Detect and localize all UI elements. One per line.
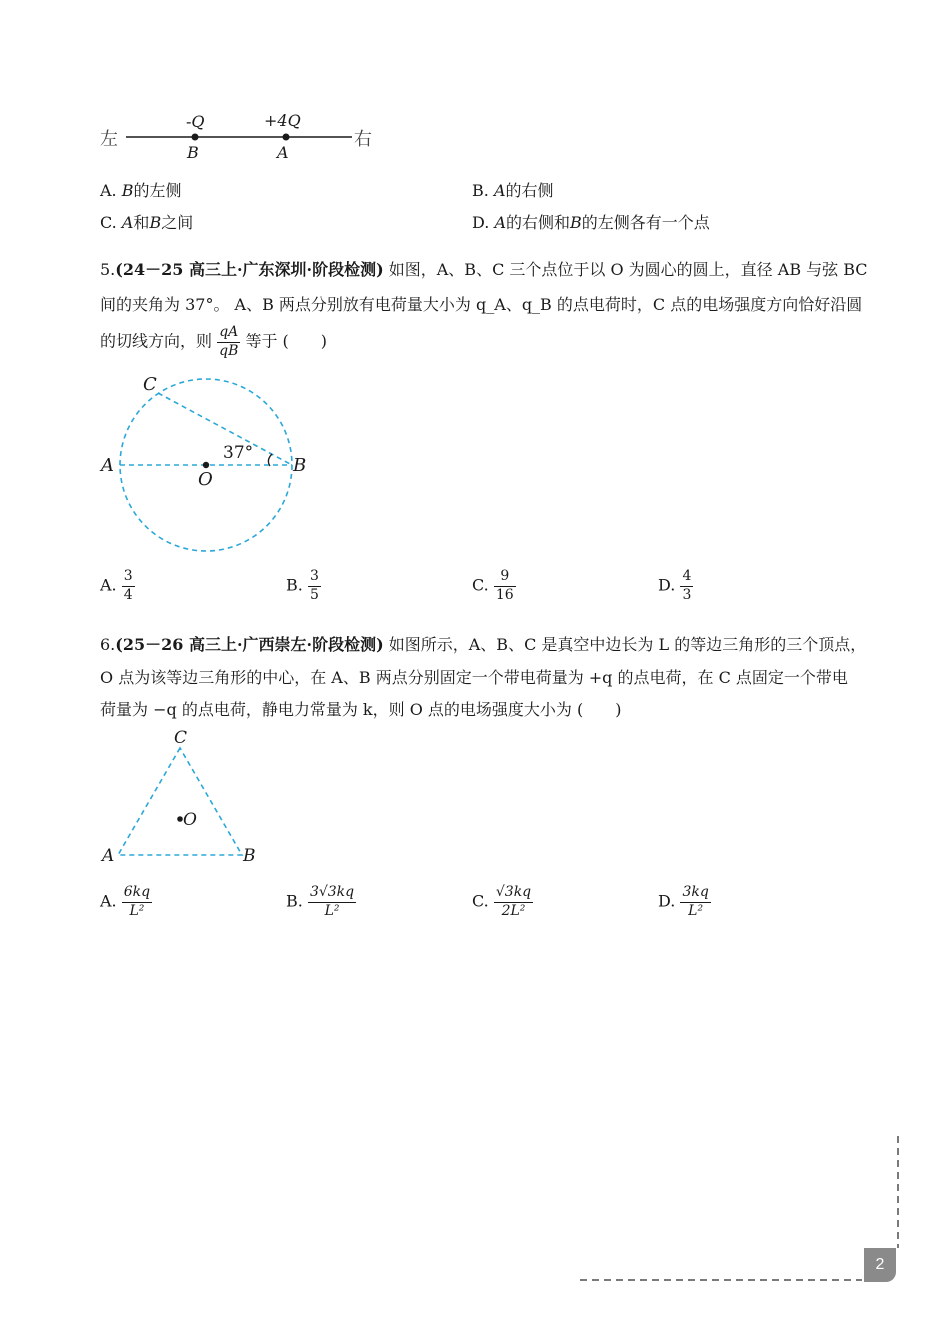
q6-line-2	[100, 665, 848, 688]
option-text: 的左侧	[133, 181, 182, 200]
q5-source: (24－25 高三上·广东深圳·阶段检测)	[115, 260, 384, 279]
option-var: A	[121, 213, 134, 232]
option-key: B.	[472, 181, 489, 200]
option-key: A.	[100, 891, 117, 911]
fraction-denominator: 5	[309, 586, 319, 603]
option-var: A	[494, 213, 506, 232]
q5-text-2: 间的夹角为 37°。 A、B 两点分别放有电荷量大小为 q_A、q_B 的点电荷时，C 点的电场强度方向恰好沿圆	[100, 295, 863, 314]
fraction-denominator: qB	[219, 342, 239, 359]
q6-label-c: C	[174, 728, 188, 748]
option-text: 和	[133, 213, 150, 232]
q5-label-b: B	[293, 455, 307, 476]
option-var: B	[149, 213, 162, 232]
charge-a-label: +4Q	[264, 111, 301, 130]
q6-option-c	[472, 884, 533, 920]
q6-line-3	[100, 697, 621, 720]
q4-option-c	[100, 210, 193, 233]
q6-label-o: O	[183, 810, 197, 830]
charge-b-label: -Q	[186, 112, 205, 131]
option-key: D.	[658, 575, 676, 595]
option-fraction	[308, 568, 321, 604]
q6-option-a	[100, 884, 152, 920]
q5-line-3	[100, 324, 327, 360]
point-a-label: A	[277, 143, 289, 162]
q6-line-1	[100, 632, 866, 655]
q5-option-d	[658, 568, 693, 604]
option-key: D.	[472, 213, 490, 232]
q6-text-2: O 点为该等边三角形的中心，在 A、B 两点分别固定一个带电荷量为 +q 的点电荷，在 C 点固定一个带电	[100, 668, 848, 687]
fraction-denominator: 3	[682, 586, 692, 603]
q5-label-a: A	[101, 455, 114, 476]
figure-charges-line	[96, 108, 386, 168]
fraction-numerator: 6kq	[122, 884, 152, 903]
fraction-denominator: L²	[129, 902, 145, 919]
fraction-denominator: 2L²	[501, 902, 526, 919]
dashed-corner-lines	[570, 1130, 910, 1290]
q6-source: (25－26 高三上·广西崇左·阶段检测)	[115, 635, 384, 654]
q5-line-1	[100, 257, 868, 280]
option-key: B.	[286, 891, 303, 911]
option-fraction	[680, 884, 710, 920]
option-fraction	[308, 884, 356, 920]
option-var: A	[493, 181, 506, 200]
q6-label-b: B	[243, 846, 256, 866]
q5-text-1: 如图，A、B、C 三个点位于以 O 为圆心的圆上，直径 AB 与弦 BC	[388, 260, 868, 279]
angle-arc	[268, 454, 272, 466]
fraction-denominator: 16	[495, 586, 514, 603]
point-a-dot	[283, 134, 290, 141]
q6-label-a: A	[102, 846, 115, 866]
triangle-outline	[118, 748, 242, 855]
fraction-numerator: √3kq	[494, 884, 533, 903]
option-key: A.	[100, 575, 117, 595]
fraction-numerator: 9	[494, 568, 516, 587]
point-b-dot	[192, 134, 199, 141]
option-key: A.	[100, 181, 117, 200]
option-key: C.	[472, 575, 489, 595]
q6-option-d	[658, 884, 711, 920]
fraction-numerator: 3√3kq	[308, 884, 356, 903]
option-key: D.	[658, 891, 676, 911]
circle-diagram	[96, 368, 326, 558]
option-text: 之间	[161, 213, 194, 232]
q5-option-b	[286, 568, 321, 604]
fraction-numerator: 3	[308, 568, 321, 587]
q5-label-o: O	[198, 469, 213, 490]
option-key: C.	[472, 891, 489, 911]
center-dot	[177, 816, 183, 822]
q5-circle-figure	[96, 368, 326, 558]
q5-angle-label: 37°	[223, 443, 254, 463]
q5-option-c	[472, 568, 516, 604]
option-text: 的左侧各有一个点	[581, 213, 710, 232]
option-var: B	[121, 181, 134, 200]
option-fraction	[122, 884, 152, 920]
q6-number: 6.	[100, 635, 116, 654]
q6-option-b	[286, 884, 356, 920]
page-number: 2	[864, 1248, 896, 1282]
q5-line-2	[100, 292, 862, 315]
fraction-numerator: qA	[217, 324, 240, 343]
q5-number: 5.	[100, 260, 116, 279]
q4-option-d	[472, 210, 710, 233]
fraction-numerator: 3kq	[680, 884, 710, 903]
option-text: 的右侧和	[506, 213, 571, 232]
q6-text-3: 荷量为 −q 的点电荷，静电力常量为 k，则 O 点的电场强度大小为 ( )	[100, 700, 622, 719]
q5-label-c: C	[143, 374, 157, 395]
q5-text-3-post: 等于 ( )	[245, 331, 328, 351]
point-b-label: B	[187, 143, 199, 162]
q4-option-b	[472, 178, 554, 201]
option-text: 的右侧	[505, 181, 554, 200]
fraction-denominator: L²	[688, 902, 704, 919]
q4-option-a	[100, 178, 182, 201]
fraction-numerator: 4	[680, 568, 693, 587]
option-fraction	[122, 568, 135, 604]
option-key: C.	[100, 213, 117, 232]
q5-option-a	[100, 568, 135, 604]
fraction-numerator: 3	[122, 568, 135, 587]
page-corner-decoration	[570, 1130, 910, 1290]
option-fraction	[494, 884, 533, 920]
right-label: 右	[354, 129, 372, 150]
option-var: B	[570, 213, 582, 232]
q6-text-1: 如图所示，A、B、C 是真空中边长为 L 的等边三角形的三个顶点，	[388, 635, 867, 654]
q5-ratio-fraction	[217, 324, 240, 360]
charges-line-diagram	[96, 108, 386, 168]
left-label: 左	[100, 129, 118, 150]
option-fraction	[680, 568, 693, 604]
option-fraction	[494, 568, 516, 604]
fraction-denominator: 4	[123, 586, 133, 603]
center-dot	[203, 462, 209, 468]
option-key: B.	[286, 575, 303, 595]
fraction-denominator: L²	[324, 902, 340, 919]
q5-text-3-pre: 的切线方向，则	[100, 331, 213, 351]
